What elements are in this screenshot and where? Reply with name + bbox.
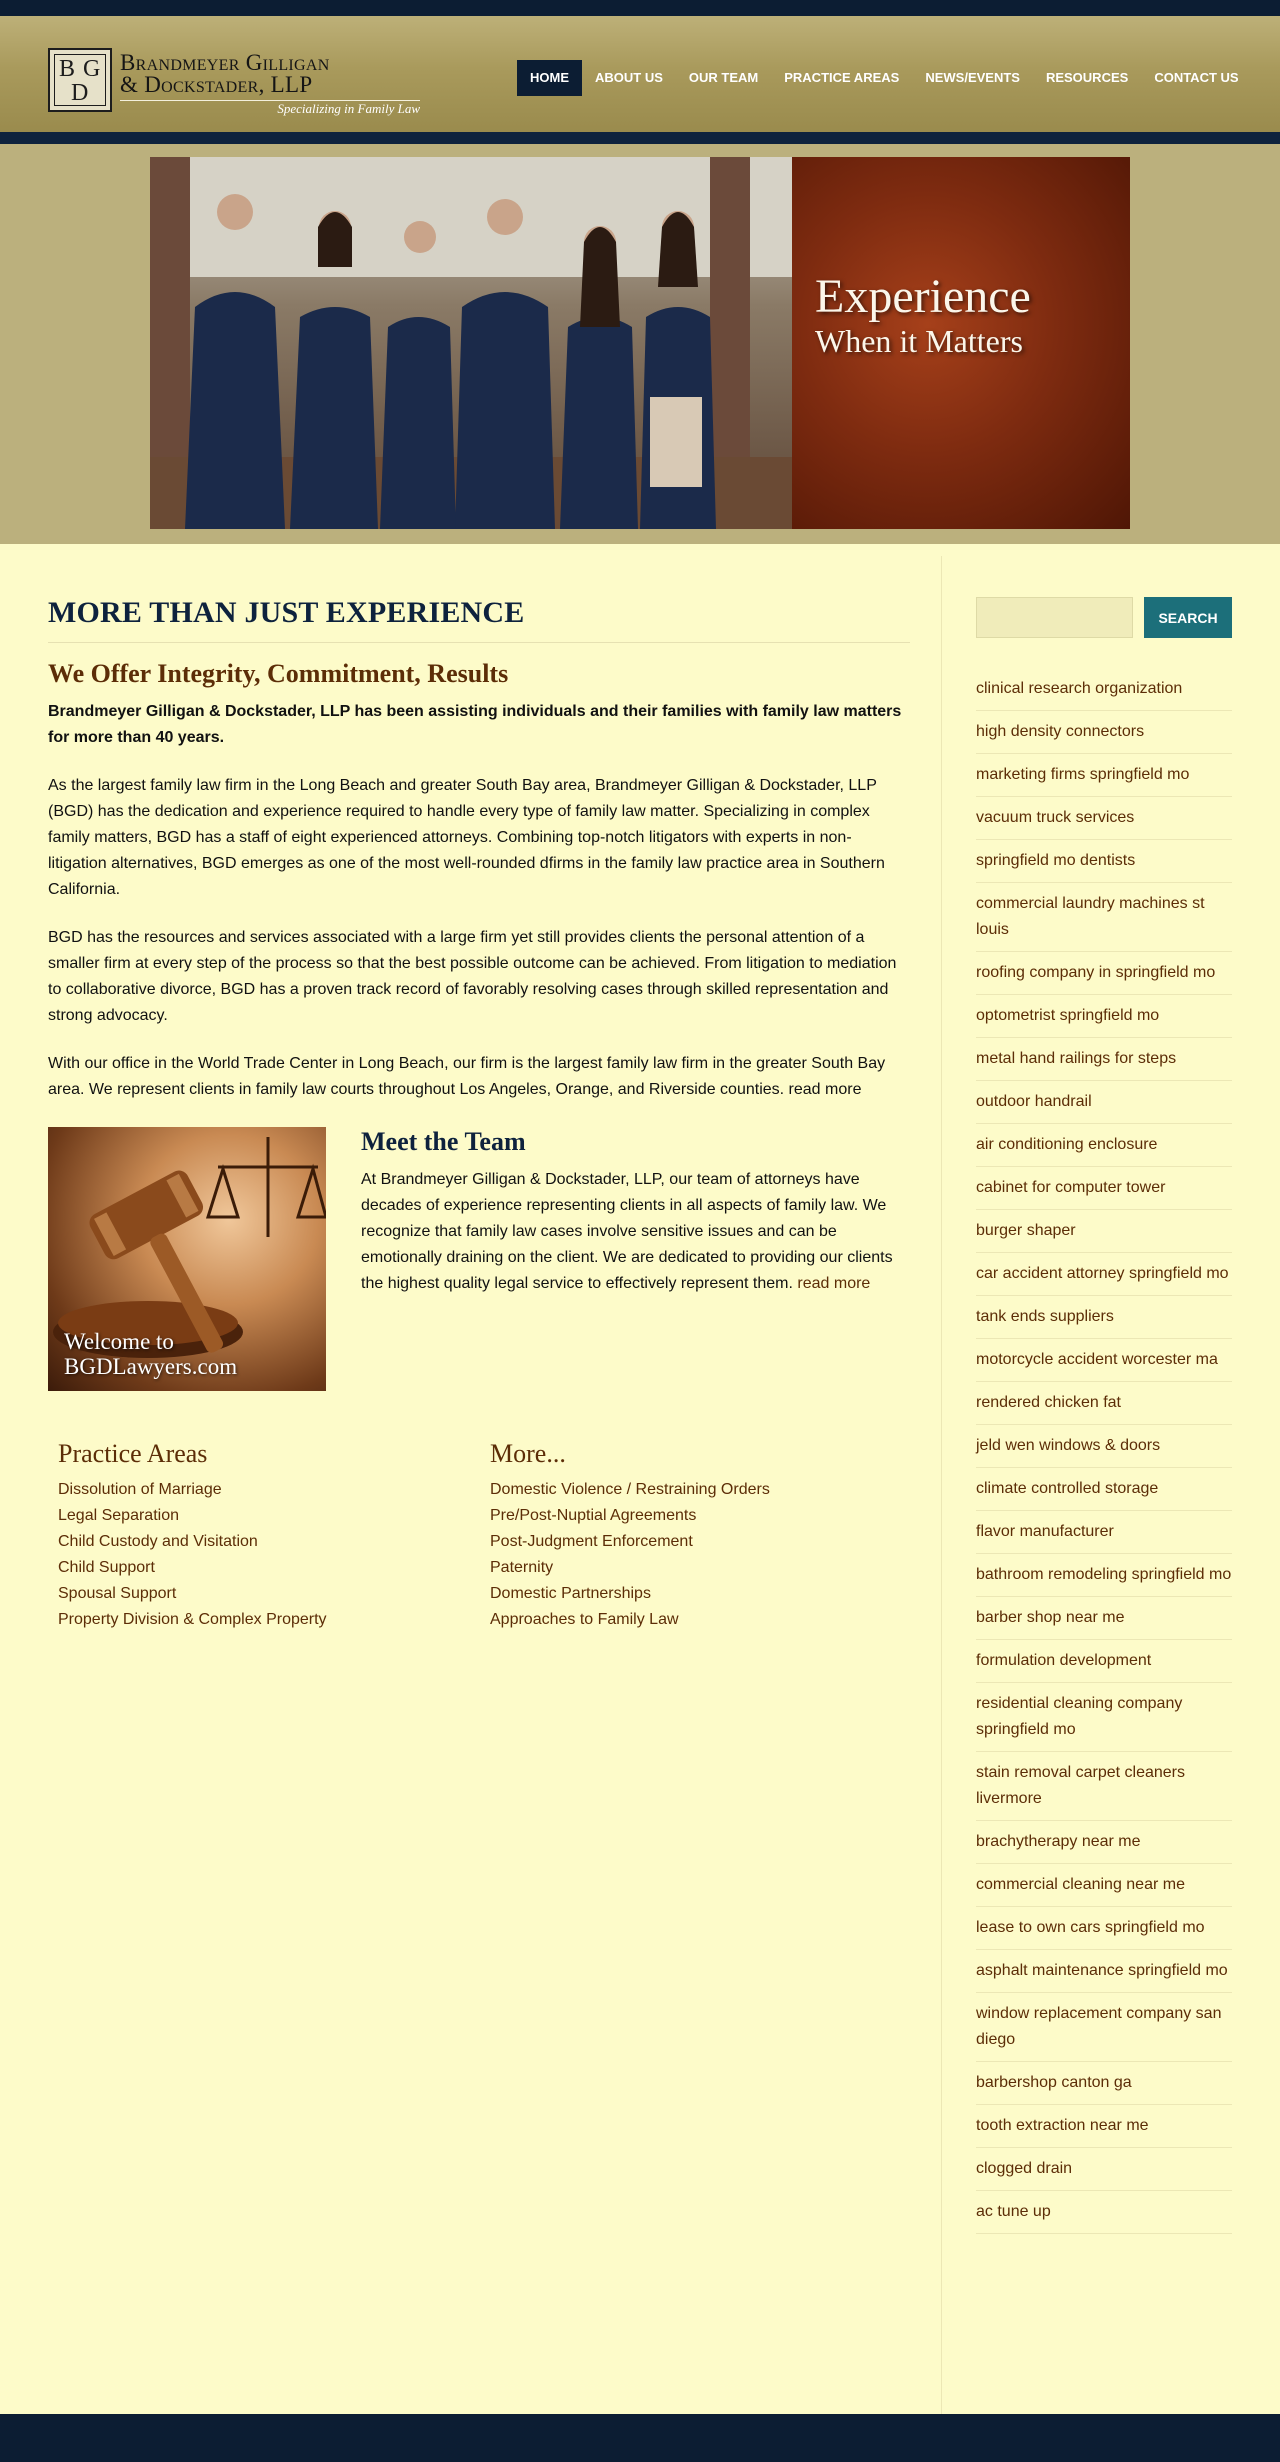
lead-paragraph: Brandmeyer Gilligan & Dockstader, LLP has been assisting individuals and their families with family law matters for more than 40 years. [48,703,902,746]
practice-areas-title: Practice Areas [58,1439,208,1468]
meet-the-team-text [361,1167,911,1297]
logo-firm-name-1: Brandmeyer Gilligan [120,50,330,75]
sidebar-link[interactable]: tooth extraction near me [976,2105,1232,2148]
practice-areas-list [58,1439,327,1633]
more-link[interactable]: Pre/Post-Nuptial Agreements [490,1507,697,1524]
sidebar-link[interactable]: barbershop canton ga [976,2062,1232,2105]
more-link[interactable]: Paternity [490,1559,554,1576]
team-body [361,1127,911,1297]
more-link[interactable]: Domestic Partnerships [490,1585,651,1602]
logo-letter-d: D [71,80,89,106]
nav-contact-us[interactable]: CONTACT US [1154,70,1239,85]
sidebar-link[interactable]: cabinet for computer tower [976,1167,1232,1210]
intro-paragraph-2: BGD has the resources and services associated with a large firm yet still provides clients the personal attention of a smaller firm at every step of the process so that the best possible outcome can be achieved. From litigation to mediation to collaborative divorce, BGD has a proven track record of favorably resolving cases through skilled representation and strong advocacy. [48,929,897,1024]
sidebar-link[interactable]: residential cleaning company springfield mo [976,1683,1232,1752]
main-content [48,556,910,1659]
sidebar-link[interactable]: ac tune up [976,2191,1232,2234]
banner-section [0,144,1280,544]
intro-paragraph-1: As the largest family law firm in the Long Beach and greater South Bay area, Brandmeyer Gilligan & Dockstader, LLP (BGD) has the dedication and experience required to handle every type of family law matter. Specializing in complex family matters, BGD has a staff of eight experienced attorneys. Combining top-notch litigators with experts in non-litigation alternatives, BGD emerges as one of the most well-rounded dfirms in the family law practice area in Southern California. [48,777,885,898]
sidebar-link[interactable]: optometrist springfield mo [976,995,1232,1038]
top-strip [0,0,1280,16]
sidebar-link-list [976,668,1232,2234]
sidebar-link[interactable]: car accident attorney springfield mo [976,1253,1232,1296]
sidebar-link[interactable]: motorcycle accident worcester ma [976,1339,1232,1382]
team-read-more-link[interactable]: read more [797,1275,871,1292]
sidebar-link[interactable]: tank ends suppliers [976,1296,1232,1339]
more-link[interactable]: Domestic Violence / Restraining Orders [490,1481,770,1498]
site-header [0,16,1280,144]
sidebar-link[interactable]: flavor manufacturer [976,1511,1232,1554]
gavel-image-caption [64,1329,237,1379]
more-title: More... [490,1439,566,1468]
sidebar-link[interactable]: commercial laundry machines st louis [976,883,1232,952]
page-title: MORE THAN JUST EXPERIENCE [48,596,910,643]
practice-area-link[interactable]: Child Support [58,1559,155,1576]
practice-lists [48,1439,910,1659]
intro-paragraph-3 [48,1051,910,1103]
sidebar-link[interactable]: high density connectors [976,711,1232,754]
sidebar-link[interactable]: barber shop near me [976,1597,1232,1640]
sidebar-link[interactable]: metal hand railings for steps [976,1038,1232,1081]
read-more-link[interactable]: read more [788,1081,862,1098]
main-nav [517,60,1252,96]
sidebar-link[interactable]: marketing firms springfield mo [976,754,1232,797]
nav-resources[interactable]: RESOURCES [1045,70,1129,85]
practice-area-link[interactable]: Property Division & Complex Property [58,1611,327,1628]
sidebar-link[interactable]: commercial cleaning near me [976,1864,1232,1907]
hero-banner [150,157,1130,529]
sidebar-link[interactable]: burger shaper [976,1210,1232,1253]
column-divider [941,556,942,2414]
sidebar-link[interactable]: roofing company in springfield mo [976,952,1232,995]
sidebar-link[interactable]: vacuum truck services [976,797,1232,840]
sidebar-link[interactable]: stain removal carpet cleaners livermore [976,1752,1232,1821]
more-link[interactable]: Approaches to Family Law [490,1611,679,1628]
page-subtitle: We Offer Integrity, Commitment, Results [48,659,509,688]
banner-subtitle: When it Matters [815,323,1023,359]
meet-the-team-heading: Meet the Team [361,1127,526,1156]
logo-tagline: Specializing in Family Law [277,101,420,116]
team-text: At Brandmeyer Gilligan & Dockstader, LLP, our team of attorneys have decades of experience representing clients in all aspects of family law. We recognize that family law cases involve sensitive issues and can be emotionally draining on the client. We are dedicated to providing our clients the highest quality legal service to effectively represent them. [361,1171,893,1292]
sidebar-link[interactable]: clinical research organization [976,668,1232,711]
team-photo [150,157,792,529]
sidebar-link[interactable]: springfield mo dentists [976,840,1232,883]
logo-firm-name-2: & Dockstader, LLP [120,72,313,97]
nav-news-events[interactable]: NEWS/EVENTS [925,70,1020,85]
banner-title: Experience [815,270,1031,323]
nav-practice-areas[interactable]: PRACTICE AREAS [784,70,900,85]
main-area [0,556,1280,2414]
sidebar-link[interactable]: lease to own cars springfield mo [976,1907,1232,1950]
nav-our-team[interactable]: OUR TEAM [688,70,759,85]
practice-area-link[interactable]: Dissolution of Marriage [58,1481,222,1498]
sidebar-link[interactable]: jeld wen windows & doors [976,1425,1232,1468]
team-photo-illustration [150,157,792,529]
more-link[interactable]: Post-Judgment Enforcement [490,1533,693,1550]
search-form [976,597,1232,638]
search-input[interactable] [976,597,1133,638]
sidebar-link[interactable]: formulation development [976,1640,1232,1683]
logo-monogram [48,48,112,112]
practice-area-link[interactable]: Legal Separation [58,1507,179,1524]
practice-area-link[interactable]: Child Custody and Visitation [58,1533,258,1550]
logo-letter-b: B [59,56,76,82]
meet-the-team-section [48,1127,910,1391]
intro-paragraph-3-text: With our office in the World Trade Center in Long Beach, our firm is the largest family law firm in the greater South Bay area. We represent clients in family law courts throughout Los Angeles, Orange, and Riverside counties. [48,1055,886,1098]
nav-about-us[interactable]: ABOUT US [595,70,663,85]
site-footer [0,2414,1280,2462]
gavel-caption-line-1: Welcome to [64,1329,174,1354]
sidebar [976,556,1232,2234]
gavel-image[interactable] [48,1127,326,1391]
practice-area-link[interactable]: Spousal Support [58,1585,177,1602]
sidebar-link[interactable]: asphalt maintenance springfield mo [976,1950,1232,1993]
more-list [490,1439,770,1633]
sidebar-link[interactable]: climate controlled storage [976,1468,1232,1511]
sidebar-link[interactable]: air conditioning enclosure [976,1124,1232,1167]
sidebar-link[interactable]: brachytherapy near me [976,1821,1232,1864]
sidebar-link[interactable]: outdoor handrail [976,1081,1232,1124]
sidebar-link[interactable]: window replacement company san diego [976,1993,1232,2062]
sidebar-link[interactable]: bathroom remodeling springfield mo [976,1554,1232,1597]
sidebar-link[interactable]: clogged drain [976,2148,1232,2191]
nav-home[interactable]: HOME [517,60,582,96]
sidebar-link[interactable]: rendered chicken fat [976,1382,1232,1425]
gavel-caption-line-2: BGDLawyers.com [64,1354,238,1379]
site-logo[interactable] [48,48,420,114]
search-button[interactable]: SEARCH [1144,597,1232,638]
logo-letter-g: G [83,56,101,82]
